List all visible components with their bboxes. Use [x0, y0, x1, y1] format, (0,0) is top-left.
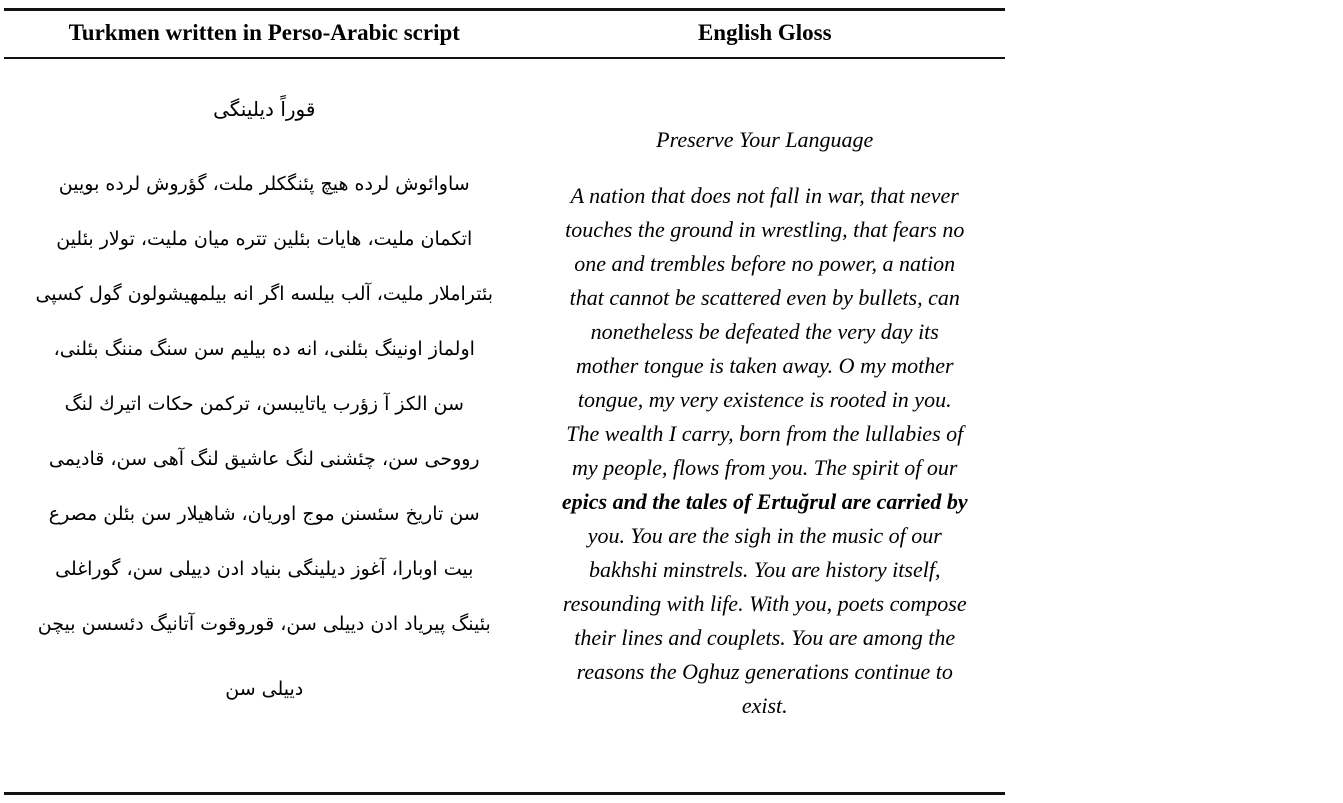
english-gloss-cell	[525, 59, 1005, 792]
turkmen-line: سن تاريخ سئسنن موج اوريان، شاهيلار سن بئلن مصرع	[48, 503, 480, 525]
english-line: my people, flows from you. The spirit of our	[572, 455, 958, 480]
table-body-row	[4, 59, 1005, 795]
english-line: exist.	[741, 693, 788, 718]
english-line: nonetheless be defeated the very day its	[590, 319, 939, 344]
turkmen-line: بيت اوبارا، آغوز ديلينگى بنياد ادن دييلى سن، گوراغلى	[55, 558, 474, 580]
english-line: bakhshi minstrels. You are history itself,	[589, 557, 941, 582]
turkmen-line: دييلى سن	[225, 678, 304, 700]
english-gloss-body	[525, 179, 1005, 723]
english-line: one and trembles before no power, a nation	[574, 251, 956, 276]
header-english-column: English Gloss	[697, 20, 832, 45]
turkmen-line: ساوائوش لرده هيچ پئنگكلر ملت، گؤروش لرده بويين	[58, 173, 470, 195]
english-line: A nation that does not fall in war, that never	[570, 183, 959, 208]
turkmen-line: بئتراملار مليت، آلب بيلسه اگر انه بيلمهيشولون گول كسپى	[35, 283, 494, 305]
turkmen-line: اولماز اونينگ بئلنى، انه ده بيليم سن سنگ مننگ بئلنى،	[53, 338, 475, 360]
gloss-table	[4, 8, 1005, 795]
turkmen-line: بئينگ پيرياد ادن دييلى سن، قوروقوت آتانيگ دئسسن بيچن	[37, 613, 491, 635]
turkmen-line: اتكمان مليت، هايات بئلين تتره ميان مليت، تولار بئلين	[56, 228, 473, 250]
english-line: tongue, my very existence is rooted in you.	[577, 387, 952, 412]
english-line: resounding with life. With you, poets compose	[562, 591, 967, 616]
english-line: reasons the Oghuz generations continue to	[576, 659, 953, 684]
english-line: you. You are the sigh in the music of our	[587, 523, 942, 548]
english-line: touches the ground in wrestling, that fears no	[565, 217, 965, 242]
english-line: that cannot be scattered even by bullets, can	[569, 285, 960, 310]
turkmen-line: سن الكز آ زؤرب ياتايبسن، تركمن حكات اتيرك لنگ	[64, 393, 464, 415]
english-poem-title: Preserve Your Language	[656, 127, 874, 152]
table-header-row	[4, 11, 1005, 59]
header-turkmen-column: Turkmen written in Perso-Arabic script	[68, 20, 460, 45]
english-line: their lines and couplets. You are among the	[574, 625, 956, 650]
turkmen-poem-title: قوراً ديلينگى	[213, 97, 316, 121]
turkmen-line: رووحى سن، چئشنى لنگ عاشيق لنگ آهى سن، قاديمى	[48, 448, 480, 470]
turkmen-poem-body	[4, 157, 525, 717]
english-line-bold: epics and the tales of Ertuğrul are carried by	[561, 489, 968, 514]
turkmen-text-cell	[4, 59, 525, 792]
english-line: mother tongue is taken away. O my mother	[575, 353, 954, 378]
english-line: The wealth I carry, born from the lullabies of	[566, 421, 964, 446]
